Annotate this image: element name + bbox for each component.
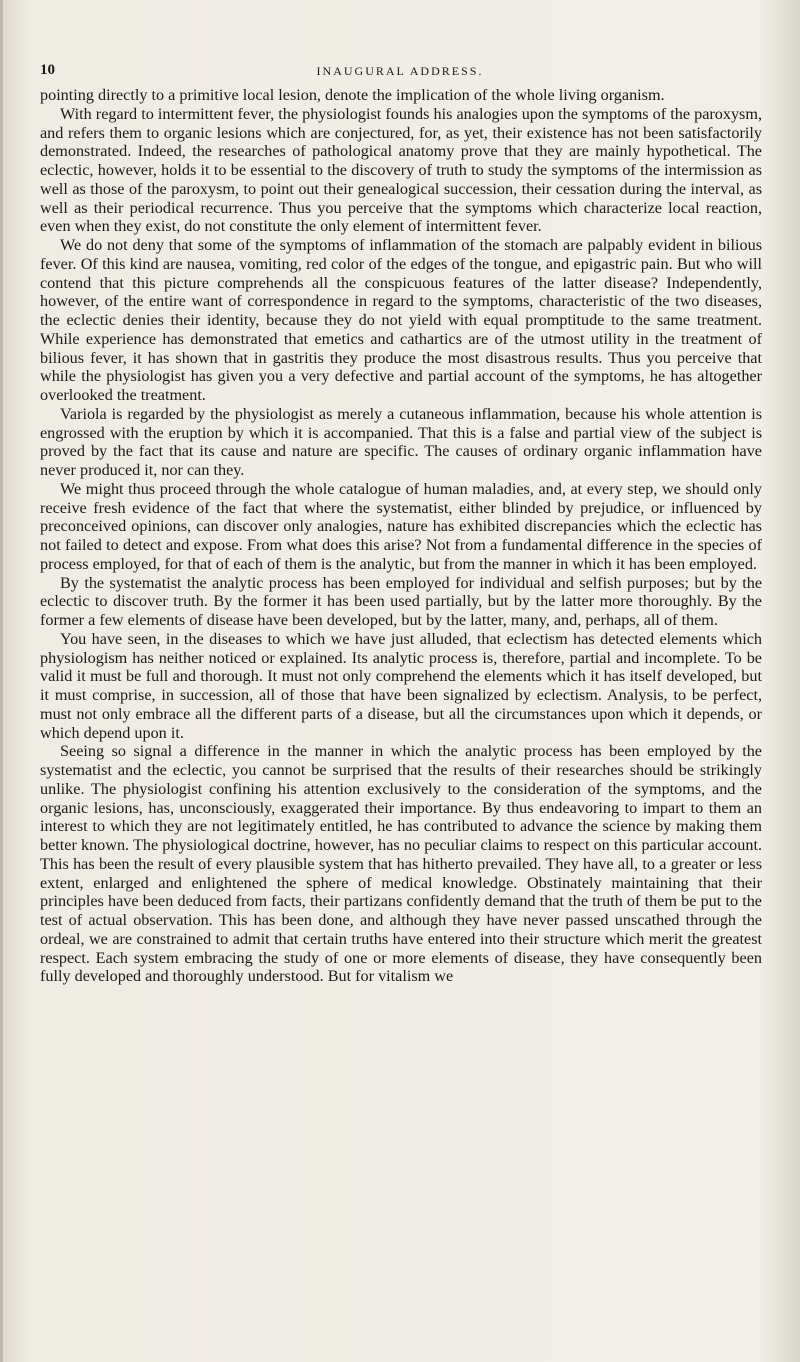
page-number: 10	[40, 62, 55, 78]
page-gutter-shadow	[0, 0, 3, 1362]
paragraph-intermittent-fever: With regard to intermittent fever, the physiologist founds his analogies upon the symptoms of the paroxysm, and refers them to organic lesions which are conjectured, for, as yet, their existence has not been satisfactorily demonstrated. Indeed, the researches of pathological anatomy prove that they are mainly hypothetical. The eclectic, however, holds it to be essential to the discovery of truth to study the symptoms of the intermission as well as those of the paroxysm, to point out their genealogical succession, their cessation during the interval, as well as their periodical recurrence. Thus you perceive that the symptoms which characterize local reaction, even when they exist, do not constitute the only element of intermittent fever.	[40, 104, 762, 236]
paragraph-continued: pointing directly to a primitive local lesion, denote the implication of the whole living organism.	[40, 86, 665, 104]
running-title: INAUGURAL ADDRESS.	[316, 64, 484, 78]
paragraph-systematist: By the systematist the analytic process has been employed for individual and selfish purposes; but by the eclectic to discover truth. By the former it has been used partially, but by the latter more thoroughly. By the former a few elements of disease have been developed, but by the latter, many, and, perhaps, all of them.	[40, 573, 762, 629]
paragraph-variola: Variola is regarded by the physiologist as merely a cutaneous inflammation, because his whole attention is engrossed with the eruption by which it is accompanied. That this is a false and partial view of the subject is proved by the fact that its cause and nature are specific. The causes of ordinary organic inflammation have never produced it, nor can they.	[40, 404, 762, 479]
page-header	[0, 62, 800, 86]
paragraph-bilious-fever: We do not deny that some of the symptoms of inflammation of the stomach are palpably evident in bilious fever. Of this kind are nausea, vomiting, red color of the edges of the tongue, and epigastric pain. But who will contend that this picture comprehends all the conspicuous features of the latter disease? Independently, however, of the entire want of correspondence in regard to the symptoms, characteristic of the two diseases, the eclectic denies their identity, because they do not yield with equal promptitude to the same treatment. While experience has demonstrated that emetics and cathartics are of the utmost utility in the treatment of bilious fever, it has shown that in gastritis they produce the most disastrous results. Thus you perceive that while the physiologist has given you a very defective and partial account of the symptoms, he has altogether overlooked the treatment.	[40, 236, 762, 404]
paragraph-eclectism: You have seen, in the diseases to which we have just alluded, that eclectism has detected elements which physiologism has neither noticed or explained. Its analytic process is, therefore, partial and incomplete. To be valid it must be full and thorough. It must not only comprehend the elements which it has itself developed, but it must comprise, in succession, all of those that have been signalized by eclectism. Analysis, to be perfect, must not only embrace all the different parts of a disease, but all the circumstances upon which it depends, or which depend upon it.	[40, 629, 762, 742]
paragraph-catalogue: We might thus proceed through the whole catalogue of human maladies, and, at every step, we should only receive fresh evidence of the fact that where the systematist, either blinded by prejudice, or influenced by preconceived opinions, can discover only analogies, nature has exhibited discrepancies which the eclectic has not failed to detect and expose. From what does this arise? Not from a fundamental difference in the species of process employed, for that of each of them is the analytic, but from the manner in which it has been employed.	[40, 479, 762, 573]
paragraph-analytic-process: Seeing so signal a difference in the manner in which the analytic process has been employed by the systematist and the eclectic, you cannot be surprised that the results of their researches should be strikingly unlike. The physiologist confining his attention exclusively to the consideration of the symptoms, and the organic lesions, has, unconsciously, exaggerated their importance. By thus endeavoring to impart to them an interest to which they are not legitimately entitled, he has contributed to advance the science by making them better known. The physiological doctrine, however, has no peculiar claims to respect on this particular account. This has been the result of every plausible system that has hitherto prevailed. They have all, to a greater or less extent, enlarged and enlightened the sphere of medical knowledge. Obstinately maintaining that their principles have been deduced from facts, their partizans confidently demand that the truth of them be put to the test of actual observation. This has been done, and although they have never passed unscathed through the ordeal, we are constrained to admit that certain truths have entered into their structure which merit the greatest respect. Each system embracing the study of one or more elements of disease, they have consequently been fully developed and thoroughly understood. But for vitalism we	[40, 742, 762, 986]
body-text	[40, 86, 762, 986]
